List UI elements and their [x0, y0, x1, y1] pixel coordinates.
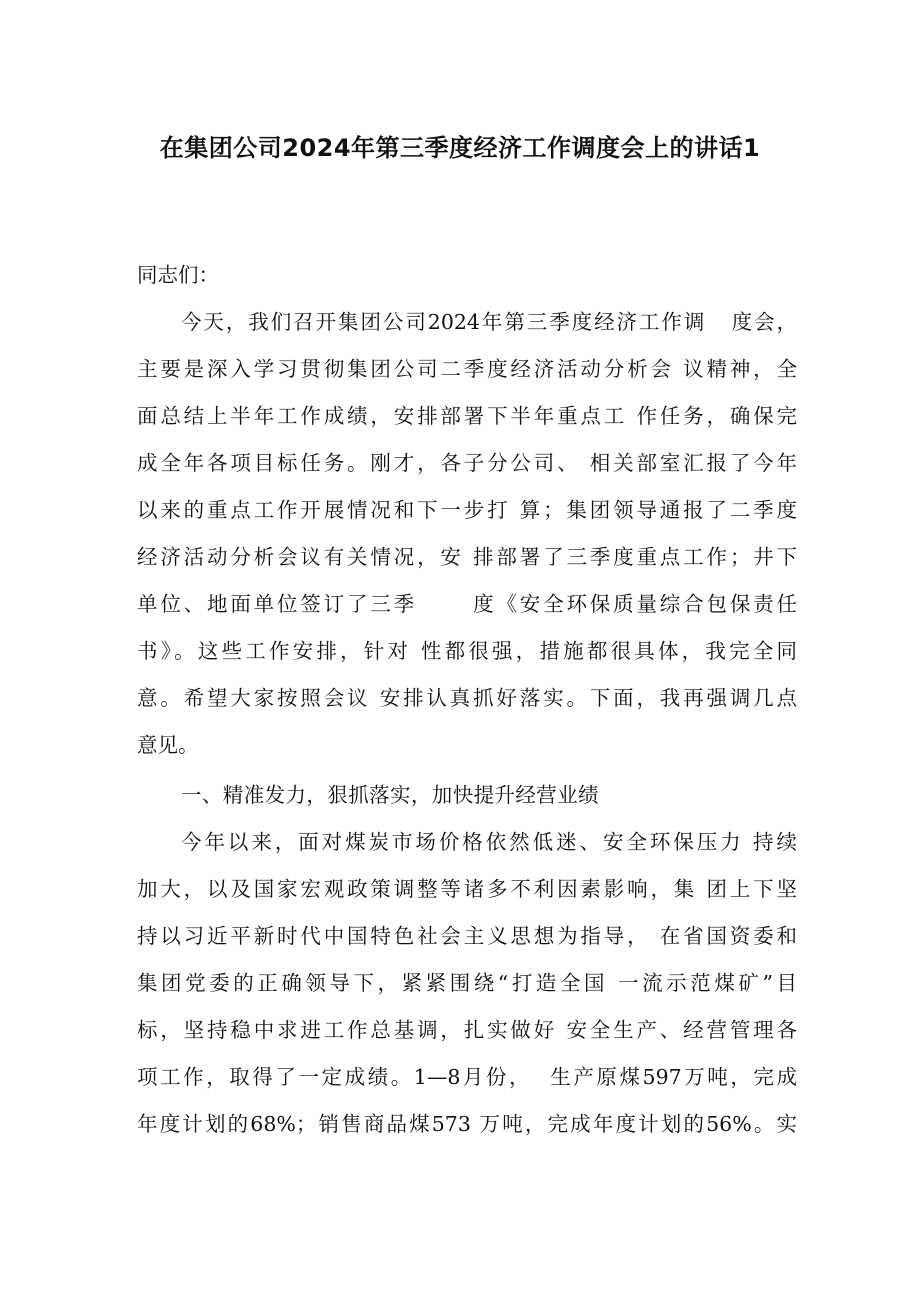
document-body [137, 252, 797, 1148]
paragraph-line: 集团党委的正确领导下，紧紧围绕“打造全国 一流示范煤矿”目 [137, 971, 797, 995]
paragraph-line: 加大，以及国家宏观政策调整等诸多不利因素影响，集 团上下坚 [137, 877, 797, 901]
document-title: 在集团公司2024年第三季度经济工作调度会上的讲话1 [159, 134, 761, 162]
paragraph-line: 以来的重点工作开展情况和下一步打 算；集团领导通报了二季度 [137, 498, 797, 522]
paragraph-line: 今天，我们召开集团公司2024年第三季度经济工作调 度会， [181, 310, 797, 334]
paragraph-line: 单位、地面单位签订了三季 度《安全环保质量综合包保责任 [137, 592, 797, 616]
paragraph-line-last: 意见。 [137, 733, 199, 757]
paragraph-line: 意。希望大家按照会议 安排认真抓好落实。下面，我再强调几点 [137, 686, 797, 710]
paragraph-line: 项工作，取得了一定成绩。1—8月份， 生产原煤597万吨，完成 [137, 1065, 797, 1089]
paragraph-line: 持以习近平新时代中国特色社会主义思想为指导， 在省国资委和 [137, 924, 797, 948]
paragraph-line: 经济活动分析会议有关情况，安 排部署了三季度重点工作；井下 [137, 545, 797, 569]
paragraph-line: 成全年各项目标任务。刚才，各子分公司、 相关部室汇报了今年 [137, 451, 797, 475]
paragraph-line: 今年以来，面对煤炭市场价格依然低迷、安全环保压力 持续 [181, 830, 797, 854]
paragraph-line: 年度计划的68%；销售商品煤573 万吨，完成年度计划的56%。实 [137, 1112, 797, 1136]
paragraph-line: 标，坚持稳中求进工作总基调，扎实做好 安全生产、经营管理各 [137, 1018, 797, 1042]
salutation: 同志们： [137, 263, 219, 287]
paragraph-line: 主要是深入学习贯彻集团公司二季度经济活动分析会 议精神，全 [137, 357, 797, 381]
paragraph-line: 书》。这些工作安排，针对 性都很强，措施都很具体，我完全同 [137, 639, 797, 663]
paragraph-line: 面总结上半年工作成绩，安排部署下半年重点工 作任务，确保完 [137, 404, 797, 428]
section-heading: 一、精准发力，狠抓落实，加快提升经营业绩 [181, 783, 599, 807]
